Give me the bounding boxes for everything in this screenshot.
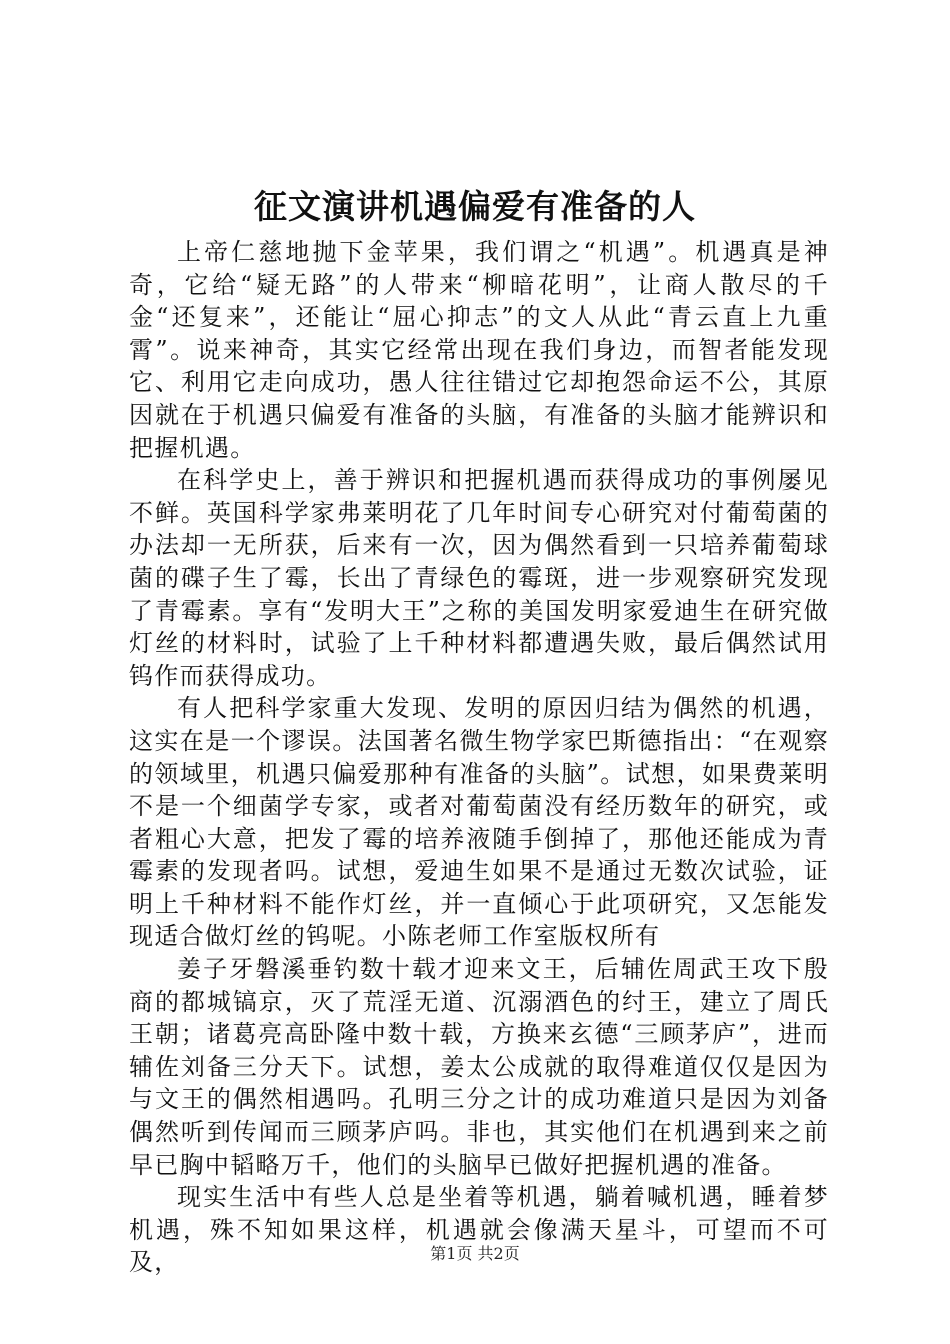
document-title: 征文演讲机遇偏爱有准备的人	[254, 187, 696, 226]
document-body	[129, 236, 829, 1279]
paragraph-4: 姜子牙磐溪垂钓数十载才迎来文王，后辅佐周武王攻下殷商的都城镐京，灭了荒淫无道、沉溺酒色的纣王，建立了周氏王朝；诸葛亮高卧隆中数十载，方换来玄德“三顾茅庐”，进而辅佐刘备三分天下。试想，姜太公成就的取得难道仅仅是因为与文王的偶然相遇吗。孔明三分之计的成功难道只是因为刘备偶然听到传闻而三顾茅庐吗。非也，其实他们在机遇到来之前早已胸中韬略万千，他们的头脑早已做好把握机遇的准备。	[129, 955, 829, 1179]
page-footer: 第1页 共2页	[430, 1244, 520, 1263]
paragraph-5: 现实生活中有些人总是坐着等机遇，躺着喊机遇，睡着梦机遇，殊不知如果这样，机遇就会像满天星斗，可望而不可及，	[129, 1183, 829, 1277]
paragraph-1: 上帝仁慈地抛下金苹果，我们谓之“机遇”。机遇真是神奇，它给“疑无路”的人带来“柳暗花明”，让商人散尽的千金“还复来”，还能让“屈心抑志”的文人从此“青云直上九重霄”。说来神奇，其实它经常出现在我们身边，而智者能发现它、利用它走向成功，愚人往往错过它却抱怨命运不公，其原因就在于机遇只偏爱有准备的头脑，有准备的头脑才能辨识和把握机遇。	[129, 238, 829, 462]
paragraph-2: 在科学史上，善于辨识和把握机遇而获得成功的事例屡见不鲜。英国科学家弗莱明花了几年时间专心研究对付葡萄菌的办法却一无所获，后来有一次，因为偶然看到一只培养葡萄球菌的碟子生了霉，长出了青绿色的霉斑，进一步观察研究发现了青霉素。享有“发明大王”之称的美国发明家爱迪生在研究做灯丝的材料时，试验了上千种材料都遭遇失败，最后偶然试用钨作而获得成功。	[129, 466, 829, 690]
paragraph-3: 有人把科学家重大发现、发明的原因归结为偶然的机遇，这实在是一个谬误。法国著名微生物学家巴斯德指出：“在观察的领域里，机遇只偏爱那种有准备的头脑”。试想，如果费莱明不是一个细菌学专家，或者对葡萄菌没有经历数年的研究，或者粗心大意，把发了霉的培养液随手倒掉了，那他还能成为青霉素的发现者吗。试想，爱迪生如果不是通过无数次试验，证明上千种材料不能作灯丝，并一直倾心于此项研究，又怎能发现适合做灯丝的钨呢。小陈老师工作室版权所有	[129, 694, 829, 951]
